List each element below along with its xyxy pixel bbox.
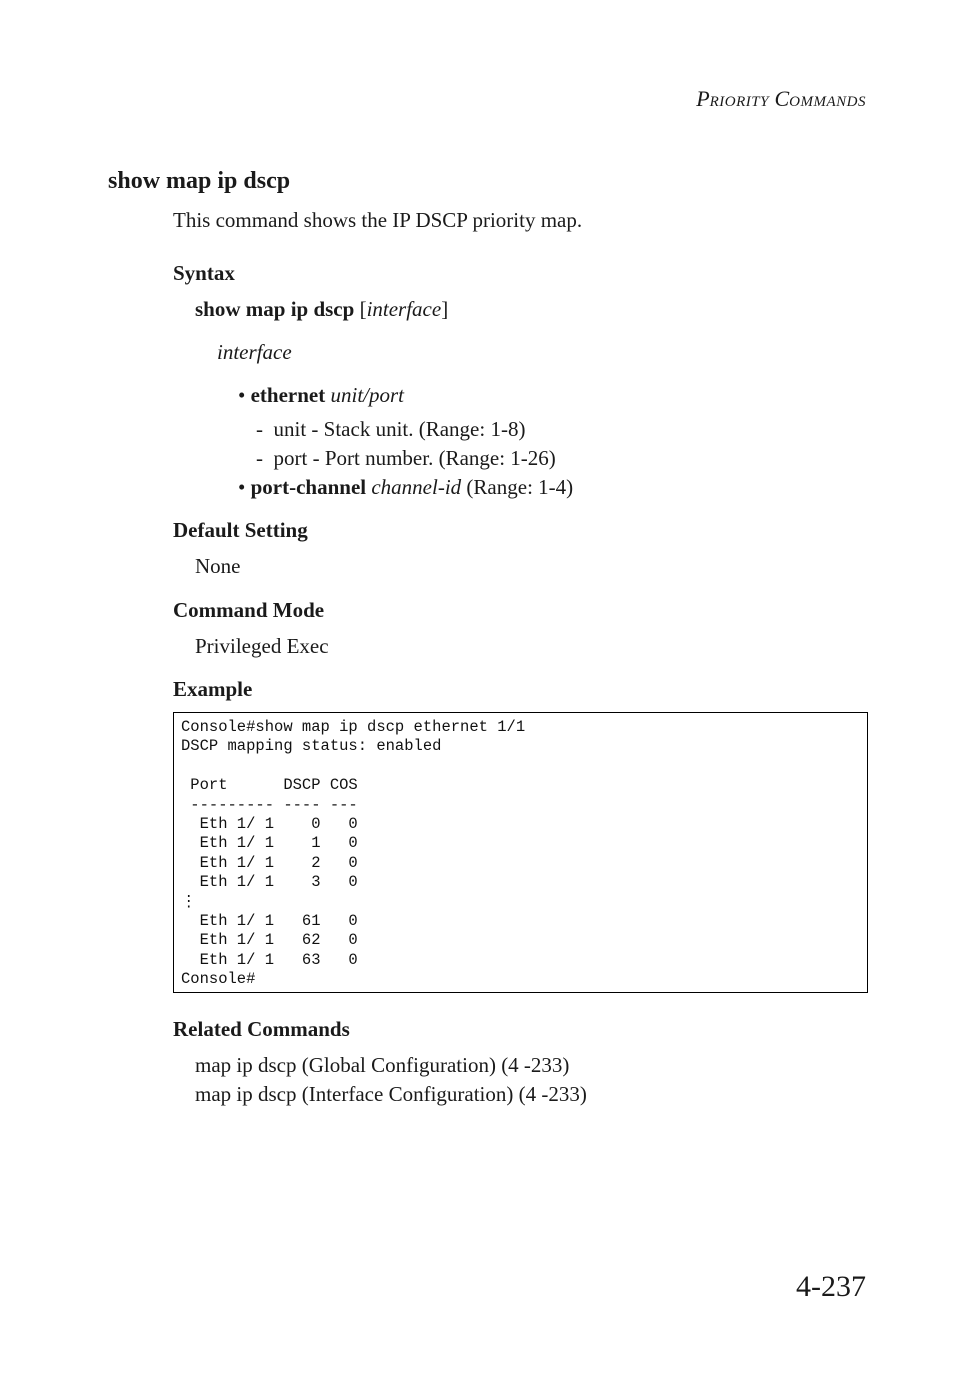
header-initial: C [774, 86, 790, 111]
related-command-link[interactable]: map ip dscp (Global Configuration) (4 -233) [195, 1053, 570, 1077]
related-commands-heading: Related Commands [173, 1017, 350, 1041]
sub-item-text: port - Port number. (Range: 1-26) [273, 446, 556, 470]
bracket-close: ] [441, 297, 449, 321]
sub-item-port [256, 446, 556, 471]
param-bullet-port-channel [238, 475, 573, 500]
bullet-keyword: port-channel [250, 475, 367, 499]
header-smallcaps: OMMANDS [789, 94, 866, 110]
bullet-range: (Range: 1-4) [466, 475, 574, 499]
running-header [696, 86, 866, 112]
example-heading: Example [173, 677, 253, 701]
bullet-icon: • [238, 383, 246, 407]
related-command-link[interactable]: map ip dscp (Interface Configuration) (4 -233) [195, 1082, 587, 1106]
command-description: This command shows the IP DSCP priority map. [173, 208, 583, 232]
page-number: 4-237 [796, 1270, 866, 1303]
bullet-keyword: ethernet [250, 383, 326, 407]
bullet-arg: unit/port [330, 383, 405, 407]
header-smallcaps: RIORITY [709, 94, 769, 110]
dash-icon: - [256, 417, 263, 441]
param-bullet-ethernet [238, 383, 404, 408]
default-setting-value: None [195, 554, 241, 578]
command-mode-heading: Command Mode [173, 598, 325, 622]
default-setting-heading: Default Setting [173, 518, 308, 542]
bullet-icon: • [238, 475, 246, 499]
dash-icon: - [256, 446, 263, 470]
command-mode-value: Privileged Exec [195, 634, 329, 658]
bullet-arg: channel-id [371, 475, 462, 499]
param-label: interface [217, 340, 292, 364]
syntax-param: interface [366, 297, 442, 321]
syntax-heading: Syntax [173, 261, 235, 285]
header-initial: P [696, 86, 710, 111]
command-title: show map ip dscp [108, 168, 291, 194]
example-code-box [173, 712, 868, 993]
bracket-open: [ [359, 297, 367, 321]
sub-item-unit [256, 417, 525, 442]
syntax-line [195, 297, 448, 322]
example-code: Console#show map ip dscp ethernet 1/1 DSCP mapping status: enabled Port DSCP COS --------- ---- --- Eth 1/ 1 0 0 Eth 1/ 1 1 0 Eth 1/ 1 2 0 Eth 1/ 1 3 0 ⋮ Eth 1/ 1 61 0 Eth 1/ 1 62 0 Eth 1/ 1 63 0 Console# [181, 718, 526, 989]
syntax-command: show map ip dscp [195, 297, 355, 321]
sub-item-text: unit - Stack unit. (Range: 1-8) [273, 417, 526, 441]
